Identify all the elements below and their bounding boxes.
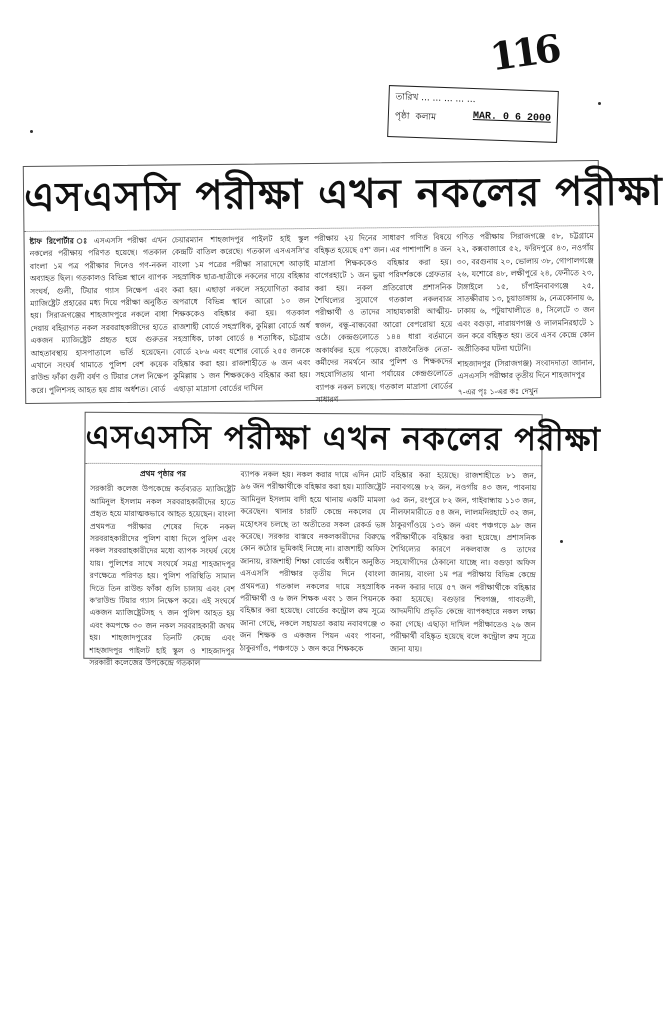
continuation-note: ৭-এর পৃঃ ১-এর কঃ দেখুন bbox=[457, 386, 539, 397]
column-text: সরকারী কলেজ উপকেন্দ্রে কর্তব্যরত ম্যাজিষ্ট্রেট আমিনুল ইসলাম নকল সরবরাহকারীদের হাতে প্রহৃত হয়ে মারাত্মকভাবে আহত হয়েছেন। বাংলা প্রথমপত্র পরীক্ষার শেষের দিকে নকল সরবরাহকারীদের পুলিশ বাধা দিলে পুলিশ এবং নকল সরবরাহকারীদের মধ্যে ব্যাপক সংঘর্ষ বেধে যায়। পুলিশের সাথে সংঘর্ষে সমগ্র শাহজাদপুর রণক্ষেত্রে পরিণত হয়। পুলিশ পরিস্থিতি সামাল দিতে তিন রাউন্ড ফাঁকা গুলি চালায় এবং বেশ ক'রাউন্ড টিয়ার গ্যাস নিক্ষেপ করে। এই সংঘর্ষে একজন ম্যাজিষ্ট্রেটসহ ৭ জন পুলিশ আহত হয় এবং কমপক্ষে ৩০ জন নকল সরবরাহকারী জখম হয়। শাহজাদপুরের তিনটি কেন্দ্রে এবং শাহজাদপুর পাইলট হাই স্কুল ও শাহজাদপুর সরকারী কলেজের উপকেন্দ্রে গতকাল bbox=[89, 484, 236, 668]
news-clipping-front-page bbox=[23, 160, 664, 405]
column-text: ব্যাপক নকল হয়। নকল করার দায়ে এদিন মোট ৯৬ জন পরীক্ষার্থীকে বহিষ্কার করা হয়। ম্যাজিষ্ট্রেট আমিনুল ইসলাম বাদী হয়ে থানায় একটি মামলা করেছেন। থানার চারটি কেন্দ্রে নকলের যে মহোৎসব চলছে তা অতীতের সকল রেকর্ড ভঙ্গ করেছে। সরকার বাস্তবে নকলকারীদের বিরুদ্ধে কোন কঠোর ভূমিকাই নিচ্ছে না। রাজশাহী অফিস জানায়, রাজশাহী শিক্ষা বোর্ডের অধীনে অনুষ্ঠিত এসএসসি পরীক্ষার তৃতীয় দিনে (বাংলা প্রথমপত্র) গতকাল নকলের দায়ে সহস্রাধিক পরীক্ষার্থী ও ৬ জন শিক্ষক এবং ১ জন পিয়নকে বহিষ্কার করা হয়েছে। বোর্ডের কন্ট্রোল রুম সূত্রে জানা গেছে, নকলে সহায়তা করায় নবাবগঞ্জে ৩ জন শিক্ষক ও একজন পিয়ন এবং পাবনা, ঠাকুরগাঁও, পঞ্চগড়ে ১ জন করে শিক্ষককে bbox=[239, 469, 387, 653]
article-column-3 bbox=[390, 469, 536, 655]
column-text: শাহজাদপুর (সিরাজগঞ্জ) সংবাদদাতা জানান, এসএসসি পরীক্ষার তৃতীয় দিনে শাহজাদপুর bbox=[457, 358, 595, 381]
article-headline: এসএসসি পরীক্ষা এখন নকলের পরীক্ষা bbox=[24, 161, 599, 232]
stamp-column-label: কলাম bbox=[415, 111, 437, 123]
scan-speck bbox=[560, 540, 563, 543]
column-text: চেয়ারম্যান শাহজাদপুর পাইলট হাই স্কুল কেন্দ্রটি বাতিল করেছে। গতকাল এসএসসি'র বাংলা ১ম পত্রের পরীক্ষা সারাদেশে আড়াই সহস্রাধিক ছাত্র-ছাত্রীকে নকলের দায়ে বহিষ্কার করা হয়। এছাড়া নকলে সহযোগিতা করার অপরাধে বিভিন্ন স্থানে আরো ১০ জন শিক্ষককেও বহিষ্কার করা হয়। গতকাল রাজশাহী বোর্ডে সহস্রাধিক, কুমিল্লা বোর্ডে অর্ধ সহস্রাধিক, ঢাকা বোর্ডে ৪ শতাধিক, চট্টগ্রাম বোর্ডে ২৮৬ এবং যশোর বোর্ডে ২৫৫ জনকে বহিষ্কার করা হয়। রাজশাহীতে ৬ জন এবং কুমিল্লায় ১ জন শিক্ষককেও বহিষ্কার করা হয়। এছাড়া মাদ্রাসা বোর্ডের দাখিল bbox=[171, 234, 311, 394]
column-text: বহিষ্কার করা হয়েছে। রাজশাহীতে ৮১ জন, নবাবগঞ্জে ৮২ জন, নওগাঁয় ৪৩ জন, পাবনায় ৬৫ জন, রংপুরে ৮২ জন, গাইবান্ধায় ১১৩ জন, নীলফামারীতে ৫৪ জন, লালমনিরহাটে ৩২ জন, ঠাকুরগাঁওয়ে ১৩১ জন এবং পঞ্চগড়ে ৯৮ জন পরীক্ষার্থীকে বহিষ্কার করা হয়েছে। প্রশাসনিক শৈথিল্যের কারণে নকলবাজ ও তাদের সহযোগীদের ঠেকানো যাচ্ছে না। বগুড়া অফিস জানায়, বাংলা ১ম পত্র পরীক্ষায় বিভিন্ন কেন্দ্রে নকল করার দায়ে ৫৭ জন পরীক্ষার্থীকে বহিষ্কার করা হয়েছে। বগুড়ার শিবগঞ্জ, গাবতলী, আদমদীঘি প্রভৃতি কেন্দ্রে ব্যাপকহারে নকল লক্ষ্য করা গেছে। এছাড়া দাখিল পরীক্ষাতেও ২৬ জন পরীক্ষার্থী বহিষ্কৃত হয়েছে বলে কন্ট্রোল রুম সূত্রে জানা যায়। bbox=[390, 470, 537, 654]
column-text: পরীক্ষায় ২য় দিনের সাধারণ গণিত বিষয়ে বহিষ্কৃত হয়েছে ৫শ' জন। এর পাশাপাশি ৪ জন মাদ্রাসা শিক্ষককেও বহিষ্কার করা হয়। বাগেরহাটে ১ জন ভুয়া পরিদর্শককে গ্রেফতার করা হয়। নকল প্রতিরোধে প্রশাসনিক শৈথিল্যের সুযোগে গতকাল নকলবাজ পরীক্ষার্থী ও তাদের সাহায্যকারী আত্মীয়-স্বজন, বন্ধু-বান্ধবেরা আরো বেপরোয়া হয়ে ওঠে। কেন্দ্রগুলোতে ১৪৪ ধারা বর্তমানে অকার্যকর হয়ে পড়েছে। রাজনৈতিক নেতা-কর্মীদের সমর্থনে আর পুলিশ ও শিক্ষকদের সহযোগিতায় থানা পর্যায়ের কেন্দ্রগুলোতে ব্যাপক নকল চলছে। গতকাল মাদ্রাসা বোর্ডের সাধারণ bbox=[313, 232, 453, 405]
article-column-1 bbox=[89, 468, 236, 668]
column-text: গণিত পরীক্ষায় সিরাজগঞ্জে ৫৮, চট্টগ্রামে ২২, কক্সবাজারে ৫২, ফরিদপুরে ৪৩, নওগাঁয় ৩০, বরগুনায় ২০, ভোলায় ৩৮, গোপালগঞ্জে ২৬, যশোরে ৪৮, লক্ষীপুরে ২৪, ফেনীতে ২৩, টাঙ্গাইলে ১৫, চাঁপাইনবাবগঞ্জে ২৫, সাতক্ষীরায় ১৩, চুয়াডাঙ্গায় ৯, নেত্রকোনায় ৬, ঢাকায় ৬, পটুয়াখালীতে ৪, সিলেটে ৩ জন এবং বগুড়া, নারায়ণগঞ্জ ও লালমনিরহাটে ১ জন করে বহিষ্কৃত হয়। তবে এসব কেন্দ্রে কোন অপ্রীতিকর ঘটনা ঘটেনি। bbox=[456, 231, 595, 354]
handwritten-folio-number: 116 bbox=[487, 25, 561, 80]
article-column-3 bbox=[313, 232, 453, 405]
stamp-date-value: MAR. 0 6 2000 bbox=[472, 111, 552, 125]
article-headline: এসএসসি পরীক্ষা এখন নকলের পরীক্ষা bbox=[85, 413, 541, 466]
scan-speck bbox=[598, 102, 601, 105]
date-stamp bbox=[387, 85, 559, 143]
column-text: এসএসসি পরীক্ষা এখন নকলের পরীক্ষায় পরিণত হয়েছে। গতকাল বাংলা ১ম পত্র পরীক্ষার দিনেও গণ-নকল অব্যাহত ছিল। গতকালও বিভিন্ন স্থানে ব্যাপক সংঘর্ষ, গুলী, টিয়ার গ্যাস নিক্ষেপ এবং ম্যাজিষ্ট্রেট প্রহারের মধ্য দিয়ে পরীক্ষা অনুষ্ঠিত হয়। সিরাজগঞ্জের শাহজাদপুরে নকলে বাধা দেয়ায় বহিরাগত নকল সরবরাহকারীদের হাতে একজন ম্যাজিষ্ট্রেট প্রহৃত হয়ে গুরুতর আহতাবস্থায় হাসপাতালে ভর্তি হয়েছেন। এখানে সংঘর্ষ থামাতে পুলিশ বেশ কয়েক রাউন্ড ফাঁকা গুলী বর্ষণ ও টিয়ার সেল নিক্ষেপ করে। পুলিশসহ আহত হয় প্রায় অর্ধশত। বোর্ড bbox=[29, 235, 169, 395]
stamp-date-label: তারিখ ... ... ... ... ... bbox=[395, 92, 476, 106]
article-column-2 bbox=[240, 469, 386, 655]
article-column-1 bbox=[30, 235, 169, 401]
byline: ষ্টাফ রিপোর্টার ঃ bbox=[29, 236, 90, 246]
news-clipping-continuation bbox=[83, 412, 602, 668]
stamp-page-label: পৃষ্ঠা bbox=[394, 111, 410, 122]
continued-label: প্রথম পৃষ্ঠার পর bbox=[140, 469, 186, 479]
scan-speck bbox=[30, 130, 33, 133]
article-column-4 bbox=[456, 230, 595, 396]
article-column-2 bbox=[172, 233, 311, 399]
